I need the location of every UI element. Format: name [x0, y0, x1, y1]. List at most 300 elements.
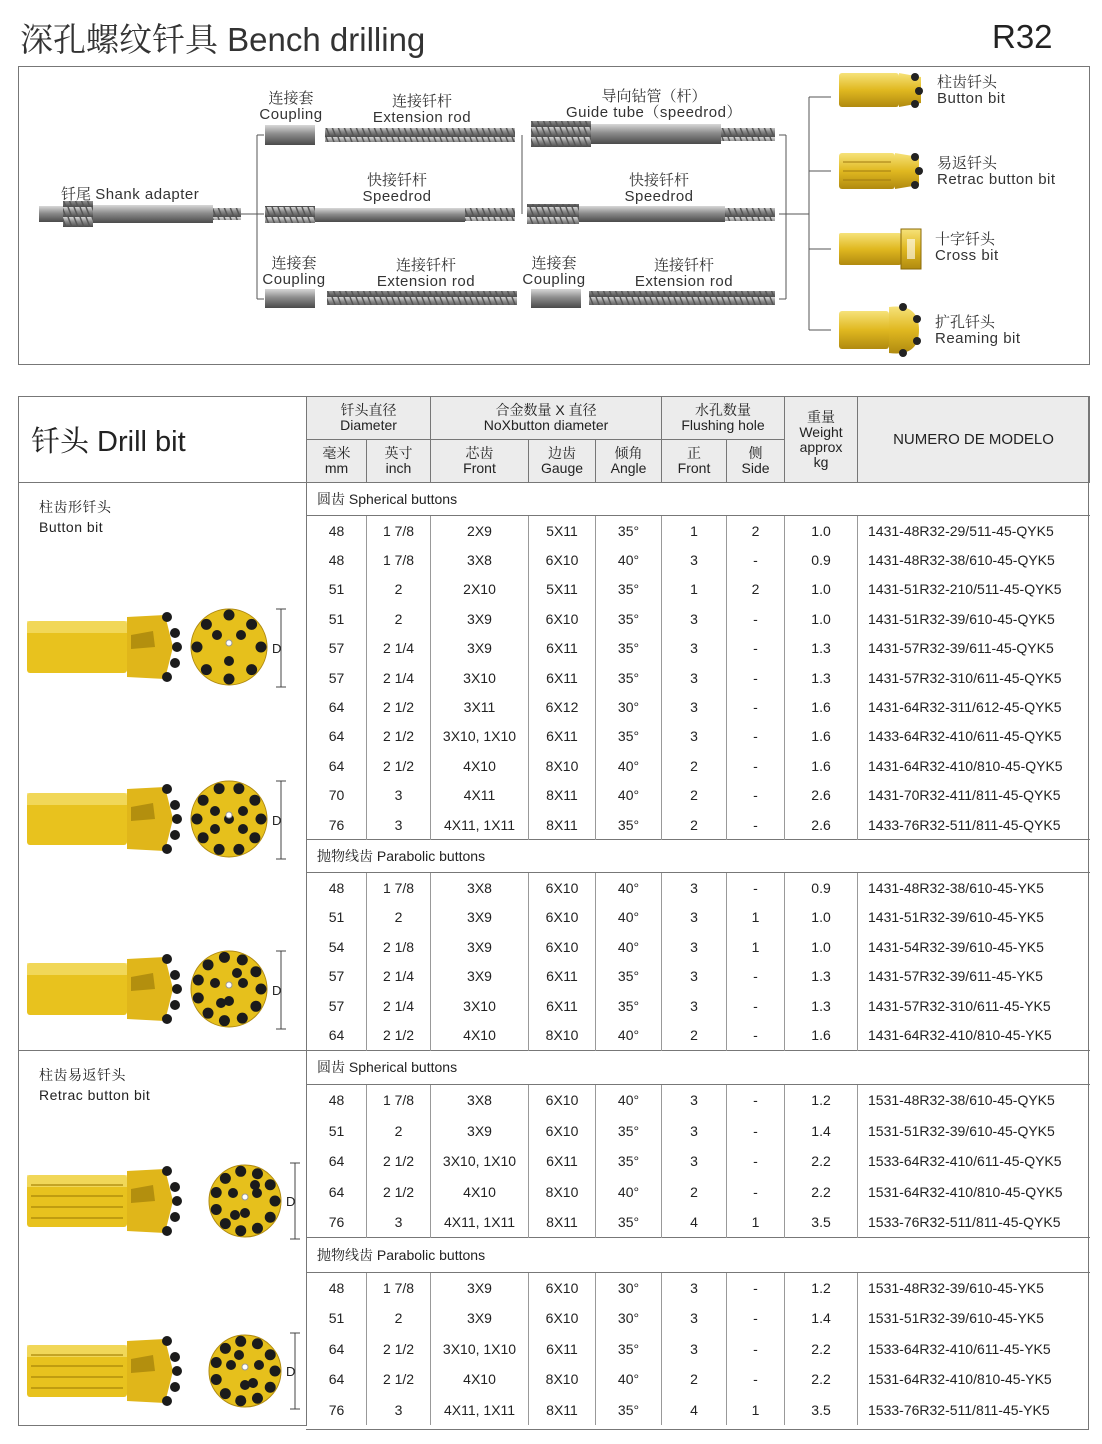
- table-cell: 35°: [596, 1334, 662, 1364]
- table-cell: 1.3: [785, 991, 858, 1020]
- table-cell: 4X11, 1X11: [431, 810, 529, 840]
- table-cell: -: [727, 1364, 785, 1394]
- table-cell: 1 7/8: [367, 1272, 431, 1303]
- table-cell: 3: [662, 1303, 727, 1333]
- table-cell: 76: [307, 1395, 367, 1426]
- table-cell: 1431-57R32-39/611-45-YK5: [868, 968, 1043, 985]
- table-cell: 2: [662, 810, 727, 840]
- table-cell: 40°: [596, 932, 662, 961]
- table-cell: 1: [727, 903, 785, 932]
- table-cell: 8X10: [529, 1364, 596, 1394]
- table-cell: -: [727, 1176, 785, 1206]
- table-cell: 3: [662, 1334, 727, 1364]
- table-cell: 40°: [596, 1364, 662, 1394]
- table-cell: 1 7/8: [367, 873, 431, 903]
- row2-components: [265, 204, 775, 224]
- table-cell: 51: [307, 575, 367, 604]
- table-cell: -: [727, 1272, 785, 1303]
- table-cell: 57: [307, 991, 367, 1020]
- table-cell: 2: [662, 1364, 727, 1394]
- table-cell: 51: [307, 903, 367, 932]
- table-cell: -: [727, 692, 785, 721]
- table-cell: 1531-51R32-39/610-45-QYK5: [868, 1122, 1055, 1139]
- table-cell: 51: [307, 1303, 367, 1333]
- table-cell: 2 1/2: [367, 1334, 431, 1364]
- diameter-dimension: [272, 781, 286, 859]
- table-cell: 1: [662, 575, 727, 604]
- table-cell: 57: [307, 634, 367, 663]
- table-cell: -: [727, 722, 785, 751]
- extension-rod-label-2: 连接钎杆 Extension rod: [376, 257, 476, 290]
- table-cell: 1.4: [785, 1115, 858, 1145]
- diameter-dimension: [286, 1333, 300, 1409]
- table-cell: 1.2: [785, 1272, 858, 1303]
- extension-rod-label-1: 连接钎杆 Extension rod: [372, 93, 472, 126]
- diameter-label: D: [286, 1193, 296, 1209]
- header-hole-side: 侧 Side: [727, 440, 785, 483]
- table-cell: 64: [307, 1146, 367, 1176]
- table-cell: 1431-64R32-410/810-45-YK5: [868, 1026, 1052, 1043]
- table-cell: 3X10: [431, 663, 529, 692]
- row3-components: [265, 289, 775, 308]
- table-cell: 1433-76R32-511/811-45-QYK5: [868, 816, 1061, 833]
- table-cell: 1.3: [785, 663, 858, 692]
- table-cell: 1.3: [785, 634, 858, 663]
- bit-face-view: [191, 609, 267, 685]
- table-cell: 1: [727, 932, 785, 961]
- extension-rod-label-3: 连接钎杆 Extension rod: [634, 257, 734, 290]
- table-cell: 40°: [596, 1020, 662, 1050]
- table-cell: 35°: [596, 1115, 662, 1145]
- table-cell: 2 1/2: [367, 722, 431, 751]
- table-cell: 2: [367, 604, 431, 633]
- table-cell: 3: [662, 961, 727, 990]
- table-cell: 57: [307, 961, 367, 990]
- table-cell: -: [727, 634, 785, 663]
- table-cell: 40°: [596, 873, 662, 903]
- table-cell: 3: [662, 1146, 727, 1176]
- table-cell: 2 1/2: [367, 751, 431, 780]
- table-cell: 64: [307, 1176, 367, 1206]
- table-cell: 3X9: [431, 634, 529, 663]
- table-cell: 6X11: [529, 634, 596, 663]
- table-cell: 48: [307, 873, 367, 903]
- table-cell: 35°: [596, 1207, 662, 1238]
- table-cell: 70: [307, 781, 367, 810]
- bit-group-title: 柱齿形钎头 Button bit: [39, 499, 112, 535]
- header-gauge: 边齿 Gauge: [529, 440, 596, 483]
- table-cell: 3X9: [431, 903, 529, 932]
- table-cell: 1.0: [785, 516, 858, 546]
- table-right-rule: [1088, 396, 1089, 1430]
- table-cell: 5X11: [529, 575, 596, 604]
- table-cell: 3X9: [431, 604, 529, 633]
- table-cell: 1531-48R32-38/610-45-QYK5: [868, 1092, 1055, 1109]
- table-cell: 3: [367, 781, 431, 810]
- table-cell: 1.4: [785, 1303, 858, 1333]
- header-noxbutton: 合金数量 X 直径 NoXbutton diameter: [431, 397, 662, 440]
- table-cell: 6X10: [529, 873, 596, 903]
- table-cell: 1531-51R32-39/610-45-YK5: [868, 1310, 1044, 1327]
- table-cell: 0.9: [785, 873, 858, 903]
- bit-face-view: [209, 1335, 281, 1407]
- table-body: [19, 483, 1090, 1426]
- bit-side-view: [27, 612, 182, 682]
- table-cell: 1533-64R32-410/611-45-QYK5: [868, 1153, 1062, 1170]
- table-cell: 2: [662, 1176, 727, 1206]
- table-cell: 3X8: [431, 1084, 529, 1115]
- table-cell: 4X10: [431, 1176, 529, 1206]
- table-cell: 8X11: [529, 1395, 596, 1426]
- table-cell: 1431-70R32-411/811-45-QYK5: [868, 787, 1061, 804]
- table-cell: 1.6: [785, 722, 858, 751]
- table-cell: 3: [662, 545, 727, 574]
- table-cell: 1531-48R32-39/610-45-YK5: [868, 1279, 1044, 1296]
- section-label: 圆齿 Spherical buttons: [307, 483, 1090, 516]
- table-cell: 6X10: [529, 604, 596, 633]
- table-cell: 1431-64R32-410/810-45-QYK5: [868, 757, 1063, 774]
- table-cell: 3X9: [431, 961, 529, 990]
- table-cell: 3: [662, 634, 727, 663]
- table-cell: 2: [727, 516, 785, 546]
- diameter-label: D: [272, 641, 282, 656]
- table-cell: 6X11: [529, 722, 596, 751]
- table-cell: 1 7/8: [367, 1084, 431, 1115]
- table-cell: 64: [307, 1334, 367, 1364]
- table-cell: 2 1/2: [367, 1176, 431, 1206]
- table-cell: 1.6: [785, 692, 858, 721]
- table-cell: -: [727, 1084, 785, 1115]
- table-cell: 2X10: [431, 575, 529, 604]
- table-cell: 30°: [596, 1303, 662, 1333]
- section-label: 抛物线齿 Parabolic buttons: [307, 840, 1090, 873]
- table-cell: 3X11: [431, 692, 529, 721]
- table-cell: 6X10: [529, 1115, 596, 1145]
- header-model: NUMERO DE MODELO: [858, 397, 1090, 483]
- table-cell: 1431-57R32-310/611-45-QYK5: [868, 669, 1062, 686]
- button-bit-icon: [839, 73, 923, 108]
- table-cell: 4: [662, 1395, 727, 1426]
- table-cell: 64: [307, 1364, 367, 1394]
- coupling-label-1: 连接套 Coupling: [259, 90, 323, 123]
- table-cell: 2.6: [785, 781, 858, 810]
- table-cell: 48: [307, 1084, 367, 1115]
- bit-group-0-illustration: [19, 483, 307, 1051]
- bit-side-view: [27, 1166, 182, 1236]
- retrac-bit-label: 易返钎头 Retrac button bit: [937, 155, 1056, 188]
- table-cell: 8X11: [529, 781, 596, 810]
- table-cell: 2 1/4: [367, 663, 431, 692]
- table-cell: 54: [307, 932, 367, 961]
- table-cell: 35°: [596, 634, 662, 663]
- header-diameter: 钎头直径 Diameter: [307, 397, 431, 440]
- table-cell: 64: [307, 751, 367, 780]
- table-cell: 40°: [596, 545, 662, 574]
- table-cell: 4X11, 1X11: [431, 1207, 529, 1238]
- table-cell: 51: [307, 1115, 367, 1145]
- table-cell: 35°: [596, 961, 662, 990]
- table-cell: -: [727, 751, 785, 780]
- row1-components: [265, 121, 775, 147]
- table-cell: 5X11: [529, 516, 596, 546]
- retrac-bit-illustration: [19, 1105, 305, 1425]
- table-cell: 76: [307, 1207, 367, 1238]
- table-cell: -: [727, 781, 785, 810]
- drill-bit-table: [18, 396, 1090, 1426]
- bit-face-view: [209, 1165, 281, 1237]
- table-cell: -: [727, 663, 785, 692]
- table-cell: 3: [662, 692, 727, 721]
- table-cell: 1.0: [785, 932, 858, 961]
- table-cell: 35°: [596, 810, 662, 840]
- table-cell: 6X10: [529, 1084, 596, 1115]
- table-cell: -: [727, 991, 785, 1020]
- table-cell: 8X10: [529, 1020, 596, 1050]
- table-cell: 3: [662, 1272, 727, 1303]
- table-cell: 1531-64R32-410/810-45-YK5: [868, 1371, 1052, 1388]
- diameter-label: D: [286, 1363, 296, 1379]
- table-cell: 3: [662, 991, 727, 1020]
- table-cell: 30°: [596, 692, 662, 721]
- table-cell: 3: [367, 1207, 431, 1238]
- table-cell: 1 7/8: [367, 516, 431, 546]
- diameter-label: D: [272, 983, 282, 998]
- table-cell: 64: [307, 1020, 367, 1050]
- table-cell: 51: [307, 604, 367, 633]
- table-cell: 6X11: [529, 961, 596, 990]
- table-cell: 1: [727, 1207, 785, 1238]
- table-cell: 3: [662, 932, 727, 961]
- table-cell: 3: [662, 873, 727, 903]
- header-mm: 毫米 mm: [307, 440, 367, 483]
- table-cell: 1.3: [785, 961, 858, 990]
- table-cell: 2 1/4: [367, 961, 431, 990]
- table-cell: 2: [367, 903, 431, 932]
- header-hole-front: 正 Front: [662, 440, 727, 483]
- header-inch: 英寸 inch: [367, 440, 431, 483]
- table-cell: 1.6: [785, 1020, 858, 1050]
- table-cell: 2 1/2: [367, 1364, 431, 1394]
- table-cell: 2.2: [785, 1176, 858, 1206]
- table-cell: -: [727, 810, 785, 840]
- table-cell: -: [727, 1303, 785, 1333]
- table-cell: 1533-76R32-511/811-45-QYK5: [868, 1214, 1061, 1231]
- table-cell: 1.0: [785, 604, 858, 633]
- table-cell: 40°: [596, 1176, 662, 1206]
- table-cell: 35°: [596, 663, 662, 692]
- table-cell: 1431-64R32-311/612-45-QYK5: [868, 699, 1062, 716]
- table-cell: 1 7/8: [367, 545, 431, 574]
- table-cell: -: [727, 1020, 785, 1050]
- diameter-dimension: [272, 609, 286, 687]
- table-cell: 4X10: [431, 1364, 529, 1394]
- table-cell: 35°: [596, 1395, 662, 1426]
- table-cell: 1431-57R32-310/611-45-YK5: [868, 997, 1051, 1014]
- table-cell: 6X10: [529, 932, 596, 961]
- section-label: 抛物线齿 Parabolic buttons: [307, 1238, 1090, 1272]
- table-cell: 3: [662, 663, 727, 692]
- table-cell: 35°: [596, 991, 662, 1020]
- table-cell: 1431-48R32-38/610-45-QYK5: [868, 552, 1055, 569]
- section-label: 圆齿 Spherical buttons: [307, 1050, 1090, 1084]
- table-cell: 30°: [596, 1272, 662, 1303]
- table-cell: 64: [307, 692, 367, 721]
- diameter-dimension: [286, 1163, 300, 1239]
- table-cell: 3: [367, 1395, 431, 1426]
- table-cell: 2 1/2: [367, 1146, 431, 1176]
- button-bit-illustration: [19, 537, 305, 1037]
- table-cell: 3X9: [431, 1272, 529, 1303]
- table-cell: 35°: [596, 1146, 662, 1176]
- table-cell: 8X10: [529, 1176, 596, 1206]
- cross-bit-icon: [839, 229, 921, 269]
- bit-side-view: [27, 784, 182, 854]
- table-cell: 3X8: [431, 873, 529, 903]
- table-cell: 8X10: [529, 751, 596, 780]
- table-cell: 2: [367, 1303, 431, 1333]
- table-cell: 2.2: [785, 1364, 858, 1394]
- table-cell: 48: [307, 1272, 367, 1303]
- table-cell: 1.0: [785, 903, 858, 932]
- speedrod-label-2: 快接钎杆 Speedrod: [624, 172, 694, 205]
- speedrod-label-1: 快接钎杆 Speedrod: [362, 172, 432, 205]
- table-cell: 1533-64R32-410/611-45-YK5: [868, 1340, 1051, 1357]
- table-cell: 6X11: [529, 663, 596, 692]
- table-cell: 76: [307, 810, 367, 840]
- table-cell: 2.2: [785, 1334, 858, 1364]
- table-cell: 6X10: [529, 1272, 596, 1303]
- table-cell: 1431-48R32-29/511-45-QYK5: [868, 522, 1054, 539]
- table-cell: 0.9: [785, 545, 858, 574]
- table-cell: 40°: [596, 1084, 662, 1115]
- table-cell: 2: [662, 751, 727, 780]
- table-cell: 3X10, 1X10: [431, 1334, 529, 1364]
- table-cell: 6X10: [529, 903, 596, 932]
- table-cell: 1: [727, 1395, 785, 1426]
- button-bit-label: 柱齿钎头 Button bit: [937, 74, 1006, 107]
- page-title: 深孔螺纹钎具 Bench drilling: [20, 21, 426, 58]
- table-cell: 2 1/4: [367, 634, 431, 663]
- diameter-label: D: [272, 813, 282, 828]
- guide-tube-label: 导向钻管（杆） Guide tube（speedrod）: [566, 88, 742, 121]
- table-cell: 4X10: [431, 1020, 529, 1050]
- table-cell: 6X10: [529, 1303, 596, 1333]
- table-cell: 3X9: [431, 1303, 529, 1333]
- table-cell: 3X9: [431, 1115, 529, 1145]
- table-cell: 48: [307, 516, 367, 546]
- table-cell: 1431-54R32-39/610-45-YK5: [868, 938, 1044, 955]
- table-cell: 2.6: [785, 810, 858, 840]
- table-title: 钎头 Drill bit: [19, 397, 307, 483]
- shank-adapter-label: 钎尾 Shank adapter: [61, 186, 200, 203]
- header-angle: 倾角 Angle: [596, 440, 662, 483]
- table-cell: 1: [662, 516, 727, 546]
- header-front: 芯齿 Front: [431, 440, 529, 483]
- table-cell: 1531-64R32-410/810-45-QYK5: [868, 1183, 1063, 1200]
- bit-face-view: [191, 781, 267, 857]
- table-cell: 1431-51R32-39/610-45-YK5: [868, 909, 1044, 926]
- table-cell: 2 1/2: [367, 1020, 431, 1050]
- table-cell: 1.2: [785, 1084, 858, 1115]
- table-cell: 2 1/4: [367, 991, 431, 1020]
- table-cell: 2X9: [431, 516, 529, 546]
- table-cell: 3X9: [431, 932, 529, 961]
- table-cell: 1433-64R32-410/611-45-QYK5: [868, 728, 1062, 745]
- bit-side-view: [27, 1336, 182, 1406]
- table-cell: -: [727, 873, 785, 903]
- table-cell: 1431-51R32-39/610-45-QYK5: [868, 610, 1055, 627]
- table-cell: 2: [367, 1115, 431, 1145]
- table-cell: 6X10: [529, 545, 596, 574]
- table-cell: 2: [727, 575, 785, 604]
- table-cell: 6X11: [529, 1334, 596, 1364]
- reaming-bit-label: 扩孔钎头 Reaming bit: [935, 314, 1021, 347]
- table-cell: 4X10: [431, 751, 529, 780]
- table-cell: 2.2: [785, 1146, 858, 1176]
- table-cell: 2: [367, 575, 431, 604]
- table-cell: -: [727, 545, 785, 574]
- table-cell: 40°: [596, 751, 662, 780]
- table-cell: 1431-51R32-210/511-45-QYK5: [868, 581, 1062, 598]
- table-cell: 35°: [596, 575, 662, 604]
- table-cell: 35°: [596, 722, 662, 751]
- table-cell: 3X10: [431, 991, 529, 1020]
- bit-group-title: 柱齿易返钎头 Retrac button bit: [39, 1066, 151, 1103]
- table-cell: 35°: [596, 604, 662, 633]
- table-cell: 3: [662, 1115, 727, 1145]
- reaming-bit-icon: [839, 303, 921, 357]
- cross-bit-label: 十字钎头 Cross bit: [935, 231, 999, 264]
- bit-face-view: [191, 951, 267, 1027]
- table-cell: 3: [662, 604, 727, 633]
- table-cell: 2 1/2: [367, 692, 431, 721]
- table-cell: 1431-57R32-39/611-45-QYK5: [868, 640, 1054, 657]
- table-cell: -: [727, 1115, 785, 1145]
- table-cell: 3: [367, 810, 431, 840]
- table-cell: 6X11: [529, 1146, 596, 1176]
- table-cell: 3X10, 1X10: [431, 722, 529, 751]
- table-cell: -: [727, 1334, 785, 1364]
- table-cell: -: [727, 961, 785, 990]
- table-cell: 3: [662, 903, 727, 932]
- table-cell: 3.5: [785, 1207, 858, 1238]
- table-cell: -: [727, 604, 785, 633]
- model-code: R32: [992, 18, 1053, 55]
- table-cell: 3X8: [431, 545, 529, 574]
- retrac-bit-icon: [839, 153, 923, 189]
- table-cell: -: [727, 1146, 785, 1176]
- table-cell: 3: [662, 722, 727, 751]
- table-cell: 1.0: [785, 575, 858, 604]
- table-cell: 8X11: [529, 810, 596, 840]
- table-cell: 3: [662, 1084, 727, 1115]
- table-cell: 48: [307, 545, 367, 574]
- table-cell: 3.5: [785, 1395, 858, 1426]
- table-bottom-rule: [306, 1429, 1089, 1430]
- header-flushing-hole: 水孔数量 Flushing hole: [662, 397, 785, 440]
- coupling-label-3: 连接套 Coupling: [522, 255, 586, 288]
- table-cell: 64: [307, 722, 367, 751]
- bench-drilling-diagram: [18, 66, 1090, 365]
- table-cell: 6X12: [529, 692, 596, 721]
- table-cell: 6X11: [529, 991, 596, 1020]
- table-cell: 4: [662, 1207, 727, 1238]
- table-cell: 40°: [596, 903, 662, 932]
- diameter-dimension: [272, 951, 286, 1029]
- table-cell: 1.6: [785, 751, 858, 780]
- bit-side-view: [27, 954, 182, 1024]
- table-cell: 2: [662, 781, 727, 810]
